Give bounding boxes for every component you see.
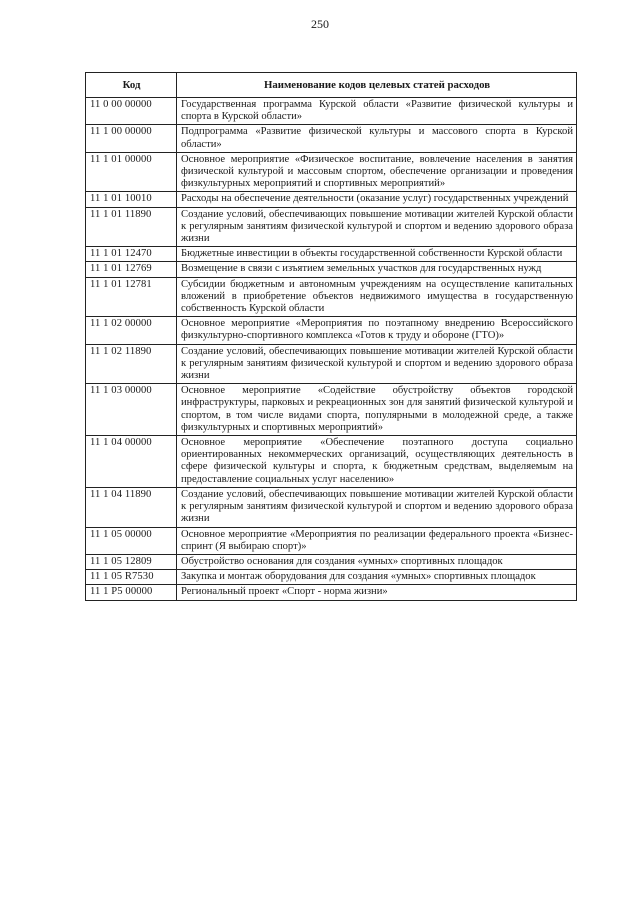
row-code: 11 1 04 11890: [86, 487, 177, 527]
table-row: [86, 98, 577, 125]
row-name: Возмещение в связи с изъятием земельных участков для государственных нужд: [177, 262, 577, 277]
row-name: Субсидии бюджетным и автономным учреждениям на осуществление капитальных вложений в приобретение объектов недвижимого имущества в государственную собственность Курской области: [177, 277, 577, 317]
row-name: Основное мероприятие «Обеспечение поэтапного доступа социально ориентированных некоммерческих организаций, осуществляющих деятельность в сфере физической культуры и спорта, к бюджетным средствам, выделяемым на предоставление социальных услуг населению»: [177, 436, 577, 488]
row-code: 11 1 02 00000: [86, 317, 177, 344]
row-name: Основное мероприятие «Физическое воспитание, вовлечение населения в занятия физической культурой и массовым спортом, обеспечение организации и проведения физкультурных мероприятий и спортивных мероприятий»: [177, 152, 577, 192]
row-name: Бюджетные инвестиции в объекты государственной собственности Курской области: [177, 247, 577, 262]
row-name: Создание условий, обеспечивающих повышение мотивации жителей Курской области к регулярным занятиям физической культурой и спортом и ведению здорового образа жизни: [177, 207, 577, 247]
target-codes-table: [85, 72, 577, 601]
table-row: [86, 262, 577, 277]
row-code: 11 1 01 11890: [86, 207, 177, 247]
header-code: Код: [86, 73, 177, 98]
row-code: 11 1 00 00000: [86, 125, 177, 152]
row-code: 11 1 01 00000: [86, 152, 177, 192]
row-name: Подпрограмма «Развитие физической культуры и массового спорта в Курской области»: [177, 125, 577, 152]
table-row: [86, 384, 577, 436]
row-name: Создание условий, обеспечивающих повышение мотивации жителей Курской области к регулярным занятиям физической культурой и спортом и ведению здорового образа жизни: [177, 487, 577, 527]
table-row: [86, 277, 577, 317]
table-row: [86, 585, 577, 600]
table-row: [86, 570, 577, 585]
row-code: 11 1 01 12769: [86, 262, 177, 277]
row-code: 11 1 01 12470: [86, 247, 177, 262]
row-name: Основное мероприятие «Мероприятия по поэтапному внедрению Всероссийского физкультурно-спортивного комплекса «Готов к труду и обороне (ГТО)»: [177, 317, 577, 344]
table-row: [86, 207, 577, 247]
row-name: Основное мероприятие «Содействие обустройству объектов городской инфраструктуры, парковых и рекреационных зон для занятий физической культурой и спортом, в том числе видами спорта, популярными в молодежной среде, а также физкультурных и спортивных мероприятий»: [177, 384, 577, 436]
row-name: Государственная программа Курской области «Развитие физической культуры и спорта в Курской области»: [177, 98, 577, 125]
row-name: Основное мероприятие «Мероприятия по реализации федерального проекта «Бизнес-спринт (Я выбираю спорт)»: [177, 527, 577, 554]
header-name: Наименование кодов целевых статей расходов: [177, 73, 577, 98]
table-row: [86, 527, 577, 554]
table-row: [86, 344, 577, 384]
row-code: 11 1 05 00000: [86, 527, 177, 554]
row-code: 11 1 05 12809: [86, 554, 177, 569]
row-name: Закупка и монтаж оборудования для создания «умных» спортивных площадок: [177, 570, 577, 585]
row-code: 11 1 P5 00000: [86, 585, 177, 600]
table-row: [86, 192, 577, 207]
table-row: [86, 554, 577, 569]
row-name: Обустройство основания для создания «умных» спортивных площадок: [177, 554, 577, 569]
page-number: 250: [311, 17, 329, 31]
table-row: [86, 436, 577, 488]
row-code: 11 1 02 11890: [86, 344, 177, 384]
row-code: 11 1 01 12781: [86, 277, 177, 317]
table-row: [86, 125, 577, 152]
table-row: [86, 487, 577, 527]
table-row: [86, 247, 577, 262]
row-code: 11 1 04 00000: [86, 436, 177, 488]
row-name: Расходы на обеспечение деятельности (оказание услуг) государственных учреждений: [177, 192, 577, 207]
row-code: 11 0 00 00000: [86, 98, 177, 125]
table-row: [86, 317, 577, 344]
row-name: Создание условий, обеспечивающих повышение мотивации жителей Курской области к регулярным занятиям физической культурой и спортом и ведению здорового образа жизни: [177, 344, 577, 384]
row-code: 11 1 03 00000: [86, 384, 177, 436]
row-code: 11 1 05 R7530: [86, 570, 177, 585]
row-code: 11 1 01 10010: [86, 192, 177, 207]
row-name: Региональный проект «Спорт - норма жизни»: [177, 585, 577, 600]
table-row: [86, 152, 577, 192]
table-header-row: [86, 73, 577, 98]
table-body: [86, 98, 577, 601]
